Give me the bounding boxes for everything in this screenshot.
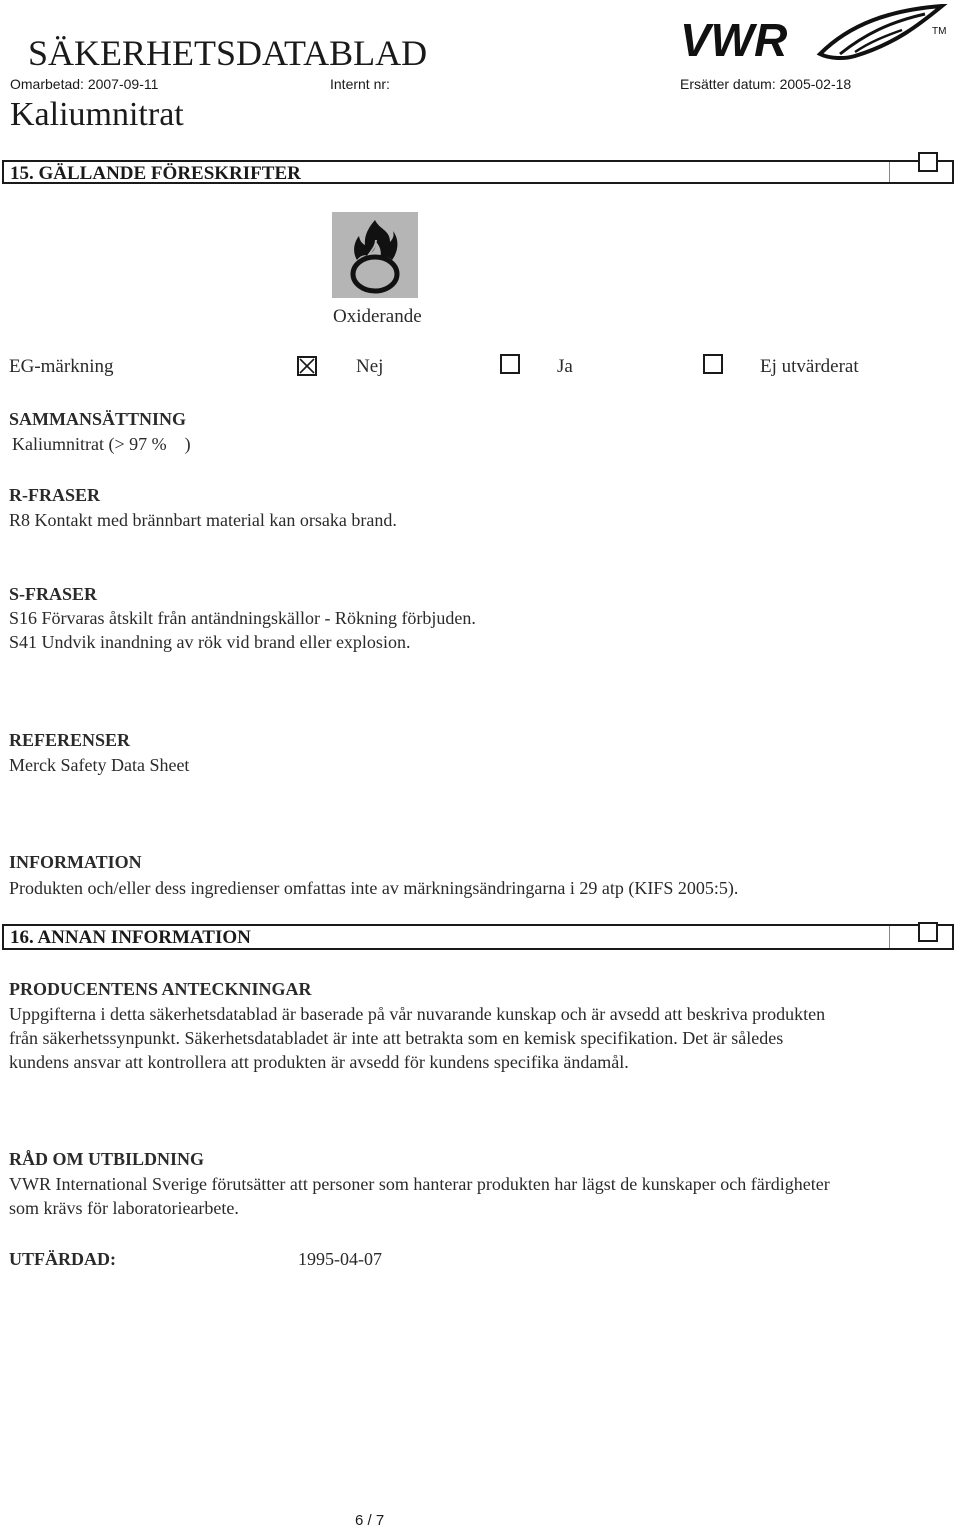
- option-nej-label: Nej: [356, 356, 384, 377]
- logo-text: VWR: [680, 14, 788, 66]
- section-15-header: [2, 160, 954, 184]
- document-title: SÄKERHETSDATABLAD: [28, 33, 428, 73]
- section-16-checkbox[interactable]: [918, 922, 938, 942]
- issued-label: UTFÄRDAD:: [9, 1249, 116, 1269]
- hazard-label: Oxiderande: [333, 306, 422, 327]
- option-nej-checkbox[interactable]: [297, 356, 317, 376]
- replaces-date: Ersätter datum: 2005-02-18: [680, 76, 852, 92]
- internal-number: Internt nr:: [330, 76, 390, 92]
- section-15-checkbox[interactable]: [918, 152, 938, 172]
- producer-notes-line: Uppgifterna i detta säkerhetsdatablad är baserade på vår nuvarande kunskap och är avsedd att beskriva produkten: [9, 1004, 826, 1024]
- revised-date: Omarbetad: 2007-09-11: [10, 76, 159, 92]
- section-15-title: 15. GÄLLANDE FÖRESKRIFTER: [10, 163, 301, 184]
- eg-marking-label: EG-märkning: [9, 356, 114, 377]
- training-line: som krävs för laboratoriearbete.: [9, 1198, 239, 1218]
- option-ej-utvarderat-label: Ej utvärderat: [760, 356, 859, 377]
- training-line: VWR International Sverige förutsätter att personer som hanterar produkten har lägst de kunskaper och färdigheter: [9, 1174, 830, 1194]
- logo-tm: TM: [932, 26, 947, 37]
- vwr-logo: [680, 4, 950, 68]
- section-16-title: 16. ANNAN INFORMATION: [10, 927, 251, 948]
- producer-notes-heading: PRODUCENTENS ANTECKNINGAR: [9, 979, 312, 999]
- information-heading: INFORMATION: [9, 852, 142, 872]
- product-name: Kaliumnitrat: [10, 96, 184, 133]
- r-phrase-line: R8 Kontakt med brännbart material kan orsaka brand.: [9, 510, 397, 530]
- composition-heading: SAMMANSÄTTNING: [9, 409, 187, 429]
- information-text: Produkten och/eller dess ingredienser omfattas inte av märkningsändringarna i 29 atp (KIFS 2005:5).: [9, 878, 739, 898]
- training-heading: RÅD OM UTBILDNING: [9, 1149, 205, 1169]
- r-phrases-heading: R-FRASER: [9, 485, 101, 505]
- s-phrases-heading: S-FRASER: [9, 584, 98, 604]
- section-16-header: [2, 924, 954, 950]
- option-ja-label: Ja: [557, 356, 573, 377]
- option-ej-utvarderat-checkbox[interactable]: [703, 354, 723, 374]
- references-heading: REFERENSER: [9, 730, 131, 750]
- producer-notes-line: kundens ansvar att kontrollera att produkten är avsedd för kundens specifika ändamål.: [9, 1052, 629, 1072]
- issued-date: 1995-04-07: [298, 1249, 382, 1269]
- composition-text: Kaliumnitrat (> 97 % ): [12, 434, 191, 454]
- x-mark-icon: [299, 358, 315, 374]
- s-phrase-line: S41 Undvik inandning av rök vid brand eller explosion.: [9, 632, 411, 652]
- s-phrase-line: S16 Förvaras åtskilt från antändningskällor - Rökning förbjuden.: [9, 608, 476, 628]
- references-text: Merck Safety Data Sheet: [9, 755, 190, 775]
- page-number: 6 / 7: [355, 1512, 385, 1529]
- flame-over-circle-icon: [332, 212, 418, 298]
- option-ja-checkbox[interactable]: [500, 354, 520, 374]
- producer-notes-line: från säkerhetssynpunkt. Säkerhetsdatabladet är inte att betrakta som en kemisk specifikation. Det är således: [9, 1028, 784, 1048]
